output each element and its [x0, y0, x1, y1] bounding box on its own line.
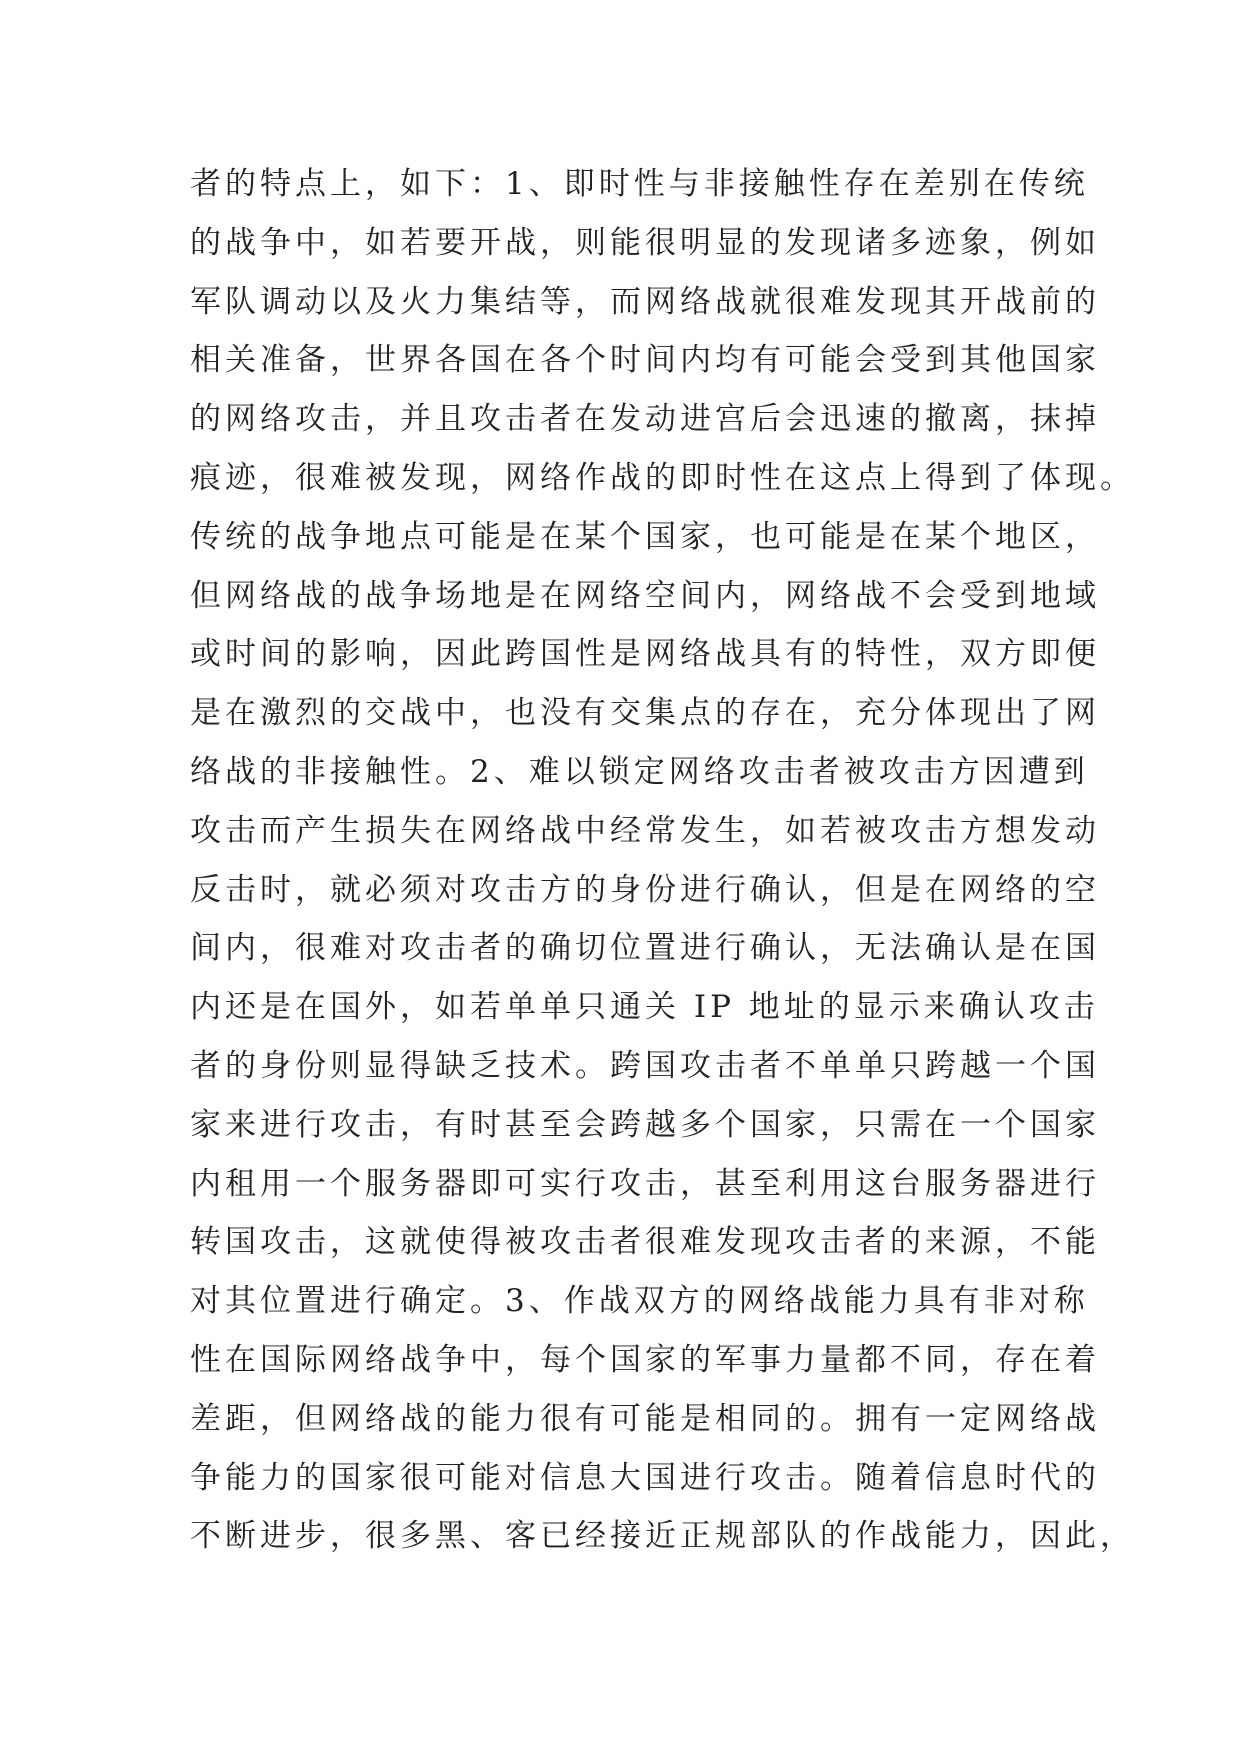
text-line: 攻击而产生损失在网络战中经常发生，如若被攻击方想发动	[190, 812, 1100, 849]
text-line: 间内，很难对攻击者的确切位置进行确认，无法确认是在国	[190, 930, 1100, 967]
text-line: 家来进行攻击，有时甚至会跨越多个国家，只需在一个国家	[190, 1106, 1100, 1143]
text-line: 争能力的国家很可能对信息大国进行攻击。随着信息时代的	[190, 1459, 1100, 1496]
body-text	[190, 164, 1135, 1575]
text-line: 内还是在国外，如若单单只通关 IP 地址的显示来确认攻击	[190, 989, 1099, 1026]
text-line: 转国攻击，这就使得被攻击者很难发现攻击者的来源，不能	[190, 1224, 1100, 1261]
text-line: 内租用一个服务器即可实行攻击，甚至利用这台服务器进行	[190, 1165, 1100, 1202]
text-line: 者的身份则显得缺乏技术。跨国攻击者不单单只跨越一个国	[190, 1047, 1100, 1084]
text-line: 军队调动以及火力集结等，而网络战就很难发现其开战前的	[190, 283, 1100, 320]
text-line: 痕迹，很难被发现，网络作战的即时性在这点上得到了体现。	[190, 459, 1135, 496]
text-line: 者的特点上，如下：1、即时性与非接触性存在差别在传统	[190, 166, 1089, 202]
text-line: 络战的非接触性。2、难以锁定网络攻击者被攻击方因遭到	[190, 753, 1089, 790]
text-line: 差距，但网络战的能力很有可能是相同的。拥有一定网络战	[190, 1400, 1100, 1437]
text-line: 的网络攻击，并且攻击者在发动进宫后会迅速的撤离，抹掉	[190, 401, 1100, 438]
text-line: 相关准备，世界各国在各个时间内均有可能会受到其他国家	[190, 342, 1100, 379]
text-line: 但网络战的战争场地是在网络空间内，网络战不会受到地域	[190, 577, 1100, 614]
text-line: 传统的战争地点可能是在某个国家，也可能是在某个地区，	[190, 518, 1100, 555]
text-line: 的战争中，如若要开战，则能很明显的发现诸多迹象，例如	[190, 224, 1100, 261]
text-line: 反击时，就必须对攻击方的身份进行确认，但是在网络的空	[190, 871, 1100, 908]
text-line: 对其位置进行确定。3、作战双方的网络战能力具有非对称	[190, 1283, 1089, 1320]
text-line: 或时间的影响，因此跨国性是网络战具有的特性，双方即便	[190, 636, 1100, 673]
text-line: 是在激烈的交战中，也没有交集点的存在，充分体现出了网	[190, 695, 1100, 732]
text-line: 性在国际网络战争中，每个国家的军事力量都不同，存在着	[190, 1341, 1100, 1378]
text-line: 不断进步，很多黑、客已经接近正规部队的作战能力，因此，	[190, 1518, 1135, 1555]
